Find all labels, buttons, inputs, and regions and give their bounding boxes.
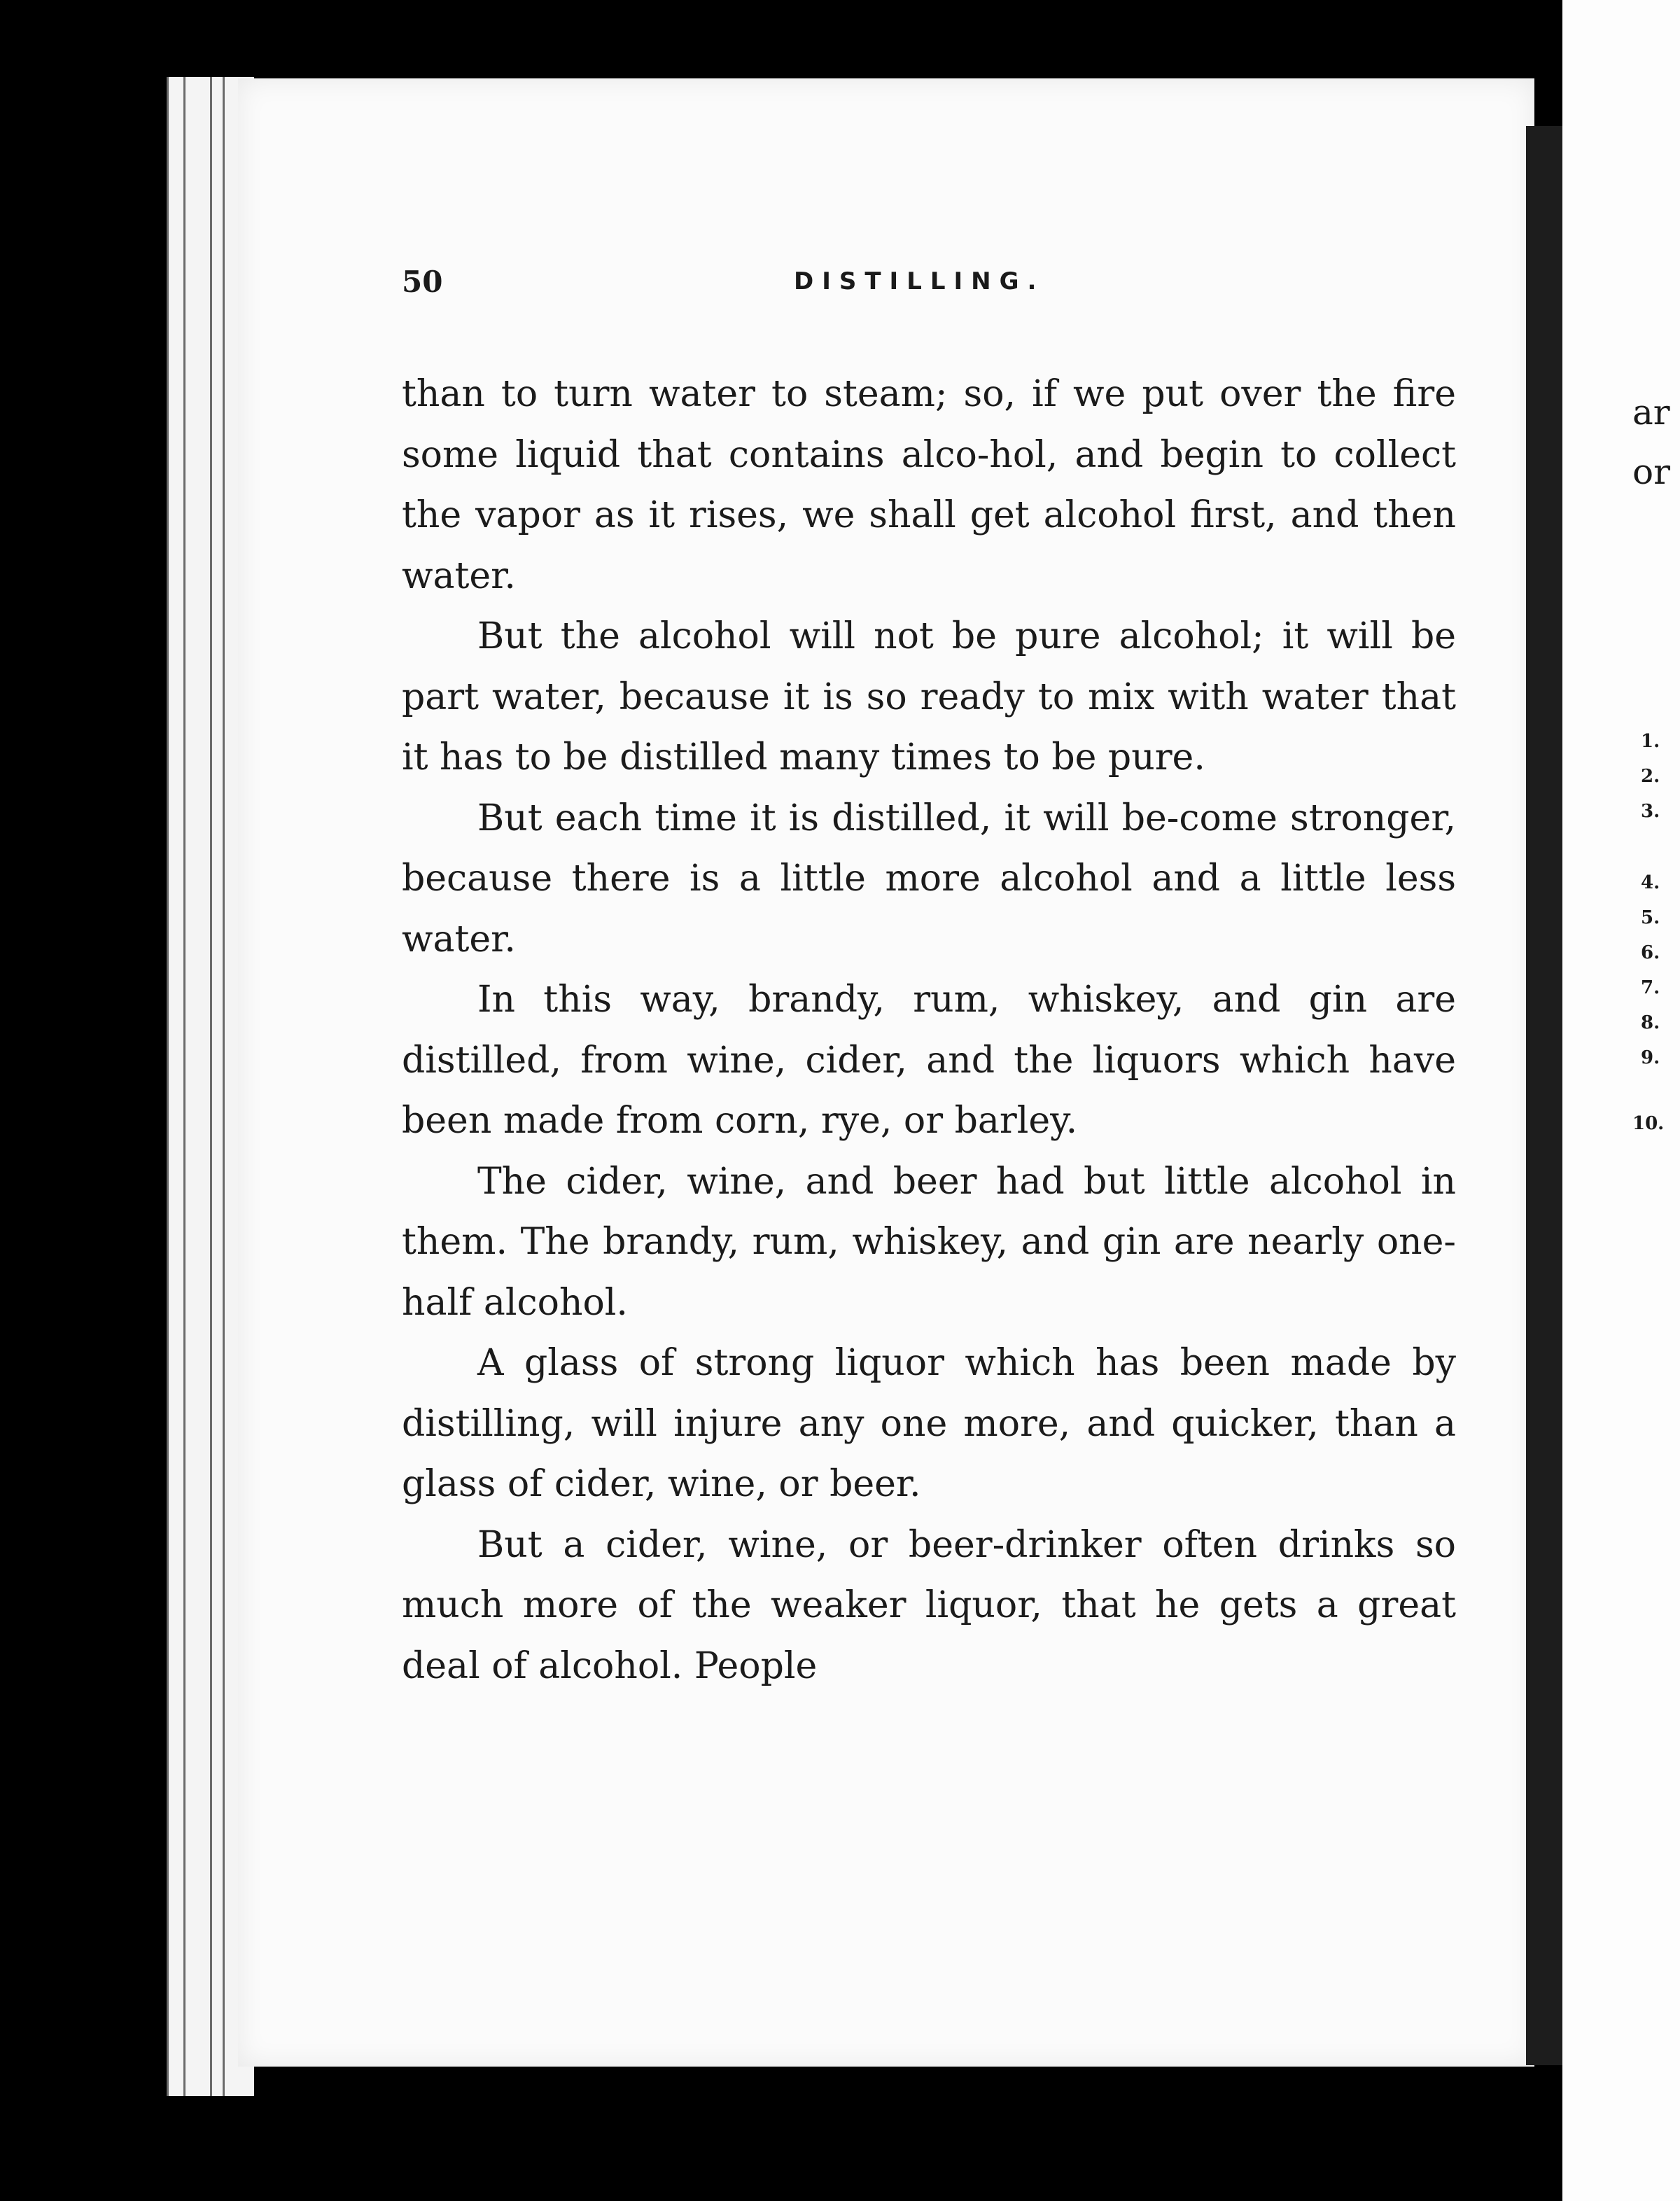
- paragraph: But each time it is distilled, it will be-come stronger, because there is a little more alcohol and a little less water.: [402, 797, 1456, 960]
- facing-page: [1562, 0, 1680, 2201]
- facing-list-number: 4.: [1641, 872, 1660, 893]
- facing-word: or: [1632, 452, 1671, 492]
- facing-list-number: 8.: [1641, 1012, 1660, 1033]
- facing-list-number: 2.: [1641, 766, 1660, 787]
- facing-list-number: 9.: [1641, 1047, 1660, 1068]
- body-text: [402, 364, 1456, 1696]
- paragraph: The cider, wine, and beer had but little alcohol in them. The brandy, rum, whiskey, and gin are nearly one-half alcohol.: [402, 1160, 1456, 1324]
- paragraph: than to turn water to steam; so, if we put over the fire some liquid that contains alco-hol, and begin to collect the vapor as it rises, we shall get alcohol first, and then water.: [402, 373, 1456, 597]
- facing-list-number: 7.: [1641, 977, 1660, 998]
- page-number: 50: [402, 265, 443, 299]
- facing-list-number: 10.: [1632, 1113, 1665, 1134]
- facing-list-number: 3.: [1641, 801, 1660, 822]
- facing-list-number: 6.: [1641, 942, 1660, 963]
- paragraph: A glass of strong liquor which has been made by distilling, will injure any one more, and quicker, than a glass of cider, wine, or beer.: [402, 1342, 1456, 1505]
- facing-word: ar: [1632, 392, 1670, 433]
- paragraph: But a cider, wine, or beer-drinker often drinks so much more of the weaker liquor, that he gets a great deal of alcohol. People: [402, 1523, 1456, 1687]
- chapter-title: DISTILLING.: [794, 267, 1045, 295]
- paragraph: But the alcohol will not be pure alcohol; it will be part water, because it is so ready to mix with water that it has to be distilled many times to be pure.: [402, 615, 1456, 778]
- facing-list-number: 1.: [1641, 731, 1660, 752]
- facing-list-number: 5.: [1641, 907, 1660, 928]
- book-spine: [1526, 126, 1562, 2065]
- paragraph: In this way, brandy, rum, whiskey, and gin are distilled, from wine, cider, and the liquors which have been made from corn, rye, or barley.: [402, 979, 1456, 1142]
